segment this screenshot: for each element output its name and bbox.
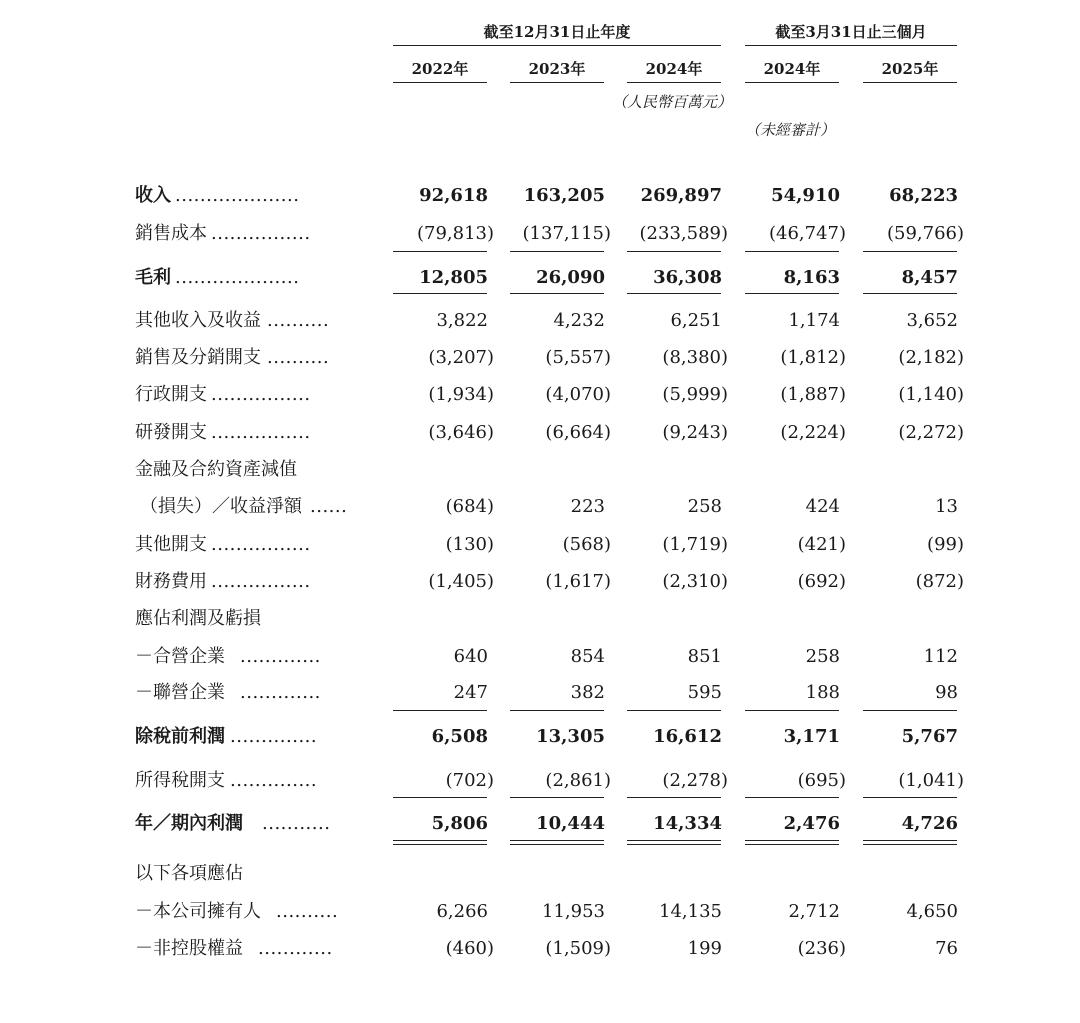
header-group-quarter: 截至3月31日止三個月 — [775, 23, 927, 41]
value-2023: (2,861) — [545, 770, 611, 791]
row-label: （損失）／收益淨額 — [140, 496, 302, 517]
value-2022: 6,508 — [431, 726, 488, 747]
row-label: －合營企業 — [135, 646, 225, 667]
header-year-2023: 2023年 — [528, 60, 586, 78]
header-year-underline — [627, 82, 721, 83]
value-2024-q1: 258 — [805, 646, 840, 667]
value-2024: (8,380) — [662, 347, 728, 368]
value-2024-q1: 424 — [805, 496, 840, 517]
header-year-2024-q1: 2024年 — [763, 60, 821, 78]
value-2024: (5,999) — [662, 384, 728, 405]
subtotal-rule — [393, 251, 487, 252]
row-attributable-heading — [0, 861, 1080, 887]
row-revenue: 收入 .................... 92,618 163,205 269,897 54,910 68,223 — [0, 183, 1080, 209]
value-2025-q1: 3,652 — [906, 310, 958, 331]
value-2022: 640 — [453, 646, 488, 667]
value-2022: 12,805 — [419, 267, 488, 288]
row-label: 銷售成本 — [135, 223, 207, 244]
value-2024: (9,243) — [662, 422, 728, 443]
value-2025-q1: (59,766) — [886, 223, 964, 244]
row-label: 其他收入及收益 — [135, 310, 261, 331]
row-label: 行政開支 — [135, 384, 207, 405]
value-2023: 223 — [570, 496, 605, 517]
row-profit-for-period: 年／期內利潤 ........... 5,806 10,444 14,334 2,476 4,726 — [0, 811, 1080, 837]
value-2024: 851 — [687, 646, 722, 667]
row-share-of-profit-heading — [0, 606, 1080, 632]
header-year-underline — [510, 82, 604, 83]
subtotal-rule — [627, 251, 721, 252]
value-2022: 247 — [453, 682, 488, 703]
value-2024-q1: 3,171 — [783, 726, 840, 747]
row-selling-expenses: 銷售及分銷開支 .......... (3,207) (5,557) (8,380) (1,812) (2,182) — [0, 345, 1080, 371]
value-2022: (460) — [445, 938, 494, 959]
value-2024-q1: (236) — [797, 938, 846, 959]
subtotal-rule — [510, 710, 604, 711]
value-2022: (3,646) — [428, 422, 494, 443]
value-2022: 6,266 — [436, 901, 488, 922]
value-2022: 5,806 — [431, 813, 488, 834]
value-2024: 14,135 — [659, 901, 722, 922]
value-2022: (1,934) — [428, 384, 494, 405]
value-2022: (3,207) — [428, 347, 494, 368]
value-2024: 16,612 — [653, 726, 722, 747]
value-2024-q1: (1,887) — [780, 384, 846, 405]
header-group-annual-underline — [393, 45, 721, 46]
row-non-controlling: －非控股權益 ............ (460) (1,509) 199 (236) 76 — [0, 936, 1080, 962]
total-rule — [510, 293, 604, 294]
row-associates: －聯營企業 ............. 247 382 595 188 98 — [0, 680, 1080, 706]
value-2024: 199 — [687, 938, 722, 959]
row-income-tax: 所得稅開支 .............. (702) (2,861) (2,278) (695) (1,041) — [0, 768, 1080, 794]
row-label: 研發開支 — [135, 422, 207, 443]
header-year-underline — [745, 82, 839, 83]
row-label: 收入 — [135, 185, 171, 206]
subtotal-rule — [863, 251, 957, 252]
value-2024-q1: (46,747) — [768, 223, 846, 244]
value-2023: 4,232 — [553, 310, 605, 331]
row-finance-costs: 財務費用 ................ (1,405) (1,617) (2,310) (692) (872) — [0, 569, 1080, 595]
value-2024: 6,251 — [670, 310, 722, 331]
value-2023: 13,305 — [536, 726, 605, 747]
double-total-rule — [745, 840, 839, 845]
value-2025-q1: 76 — [935, 938, 958, 959]
value-2025-q1: (1,041) — [898, 770, 964, 791]
value-2024: (233,589) — [639, 223, 728, 244]
double-total-rule — [863, 840, 957, 845]
value-2025-q1: 4,650 — [906, 901, 958, 922]
value-2022: (684) — [445, 496, 494, 517]
value-2023: (568) — [562, 534, 611, 555]
value-2025-q1: 112 — [923, 646, 958, 667]
value-2025-q1: 68,223 — [889, 185, 958, 206]
value-2022: (1,405) — [428, 571, 494, 592]
value-2022: (702) — [445, 770, 494, 791]
row-label: 其他開支 — [135, 534, 207, 555]
row-label: －非控股權益 — [135, 938, 243, 959]
value-2023: (137,115) — [522, 223, 611, 244]
row-label: 銷售及分銷開支 — [135, 347, 261, 368]
header-year-2025-q1: 2025年 — [881, 60, 939, 78]
value-2023: (6,664) — [545, 422, 611, 443]
row-rd-expenses: 研發開支 ................ (3,646) (6,664) (9,243) (2,224) (2,272) — [0, 420, 1080, 446]
value-2024: 269,897 — [640, 185, 722, 206]
subtotal-rule — [745, 797, 839, 798]
header-year-underline — [393, 82, 487, 83]
value-2023: 10,444 — [536, 813, 605, 834]
value-2023: 11,953 — [542, 901, 605, 922]
value-2024-q1: 54,910 — [771, 185, 840, 206]
value-2024: (2,310) — [662, 571, 728, 592]
row-label: 毛利 — [135, 267, 171, 288]
row-label: 年／期內利潤 — [135, 813, 243, 834]
double-total-rule — [627, 840, 721, 845]
row-other-expenses: 其他開支 ................ (130) (568) (1,719) (421) (99) — [0, 532, 1080, 558]
value-2023: (1,617) — [545, 571, 611, 592]
row-impairment-heading — [0, 457, 1080, 483]
value-2023: 163,205 — [523, 185, 605, 206]
row-label: 以下各項應佔 — [135, 863, 243, 884]
row-label: 財務費用 — [135, 571, 207, 592]
subtotal-rule — [393, 797, 487, 798]
row-label: －本公司擁有人 — [135, 901, 261, 922]
subtotal-rule — [627, 797, 721, 798]
double-total-rule — [393, 840, 487, 845]
row-profit-before-tax: 除稅前利潤 .............. 6,508 13,305 16,612 3,171 5,767 — [0, 724, 1080, 750]
row-gross-profit: 毛利 .................... 12,805 26,090 36,308 8,163 8,457 — [0, 265, 1080, 291]
value-2024-q1: 1,174 — [788, 310, 840, 331]
value-2025-q1: (99) — [927, 534, 964, 555]
value-2024-q1: 8,163 — [783, 267, 840, 288]
value-2024: 258 — [687, 496, 722, 517]
value-2023: (1,509) — [545, 938, 611, 959]
value-2023: 26,090 — [536, 267, 605, 288]
subtotal-rule — [510, 251, 604, 252]
value-2023: 382 — [570, 682, 605, 703]
value-2024-q1: 2,476 — [783, 813, 840, 834]
header-year-2024: 2024年 — [645, 60, 703, 78]
header-year-2022: 2022年 — [411, 60, 469, 78]
value-2022: 3,822 — [436, 310, 488, 331]
value-2024-q1: (695) — [797, 770, 846, 791]
row-label: 所得稅開支 — [135, 770, 225, 791]
value-2024-q1: (2,224) — [780, 422, 846, 443]
subtotal-rule — [745, 710, 839, 711]
value-2022: (79,813) — [416, 223, 494, 244]
value-2024: 36,308 — [653, 267, 722, 288]
value-2024: 595 — [687, 682, 722, 703]
value-2024: 14,334 — [653, 813, 722, 834]
value-2025-q1: 4,726 — [901, 813, 958, 834]
value-2023: 854 — [570, 646, 605, 667]
subtotal-rule — [863, 797, 957, 798]
row-label: 除稅前利潤 — [135, 726, 225, 747]
value-2025-q1: (872) — [915, 571, 964, 592]
value-2022: (130) — [445, 534, 494, 555]
subtotal-rule — [510, 797, 604, 798]
total-rule — [627, 293, 721, 294]
value-2025-q1: (1,140) — [898, 384, 964, 405]
header-year-underline — [863, 82, 957, 83]
value-2022: 92,618 — [419, 185, 488, 206]
subtotal-rule — [393, 710, 487, 711]
subtotal-rule — [627, 710, 721, 711]
row-cost-of-sales: 銷售成本 ................ (79,813) (137,115) (233,589) (46,747) (59,766) — [0, 221, 1080, 247]
total-rule — [393, 293, 487, 294]
row-owners: －本公司擁有人 .......... 6,266 11,953 14,135 2,712 4,650 — [0, 899, 1080, 925]
value-2025-q1: 13 — [935, 496, 958, 517]
row-label: 金融及合約資產減值 — [135, 459, 297, 480]
value-2023: (4,070) — [545, 384, 611, 405]
total-rule — [745, 293, 839, 294]
value-2024-q1: (692) — [797, 571, 846, 592]
subtotal-rule — [863, 710, 957, 711]
value-2024-q1: 2,712 — [788, 901, 840, 922]
value-2024: (2,278) — [662, 770, 728, 791]
row-joint-ventures: －合營企業 ............. 640 854 851 258 112 — [0, 644, 1080, 670]
value-2024-q1: (421) — [797, 534, 846, 555]
row-admin-expenses: 行政開支 ................ (1,934) (4,070) (5,999) (1,887) (1,140) — [0, 382, 1080, 408]
value-2025-q1: 5,767 — [901, 726, 958, 747]
unaudited-note: （未經審計） — [745, 121, 836, 139]
value-2024: (1,719) — [662, 534, 728, 555]
header-group-annual: 截至12月31日止年度 — [483, 23, 631, 41]
header-group-quarter-underline — [745, 45, 957, 46]
value-2025-q1: 8,457 — [901, 267, 958, 288]
value-2025-q1: (2,272) — [898, 422, 964, 443]
unit-note: （人民幣百萬元） — [612, 93, 733, 111]
row-other-income: 其他收入及收益 .......... 3,822 4,232 6,251 1,174 3,652 — [0, 308, 1080, 334]
value-2025-q1: (2,182) — [898, 347, 964, 368]
double-total-rule — [510, 840, 604, 845]
value-2023: (5,557) — [545, 347, 611, 368]
value-2024-q1: (1,812) — [780, 347, 846, 368]
row-label: －聯營企業 — [135, 682, 225, 703]
row-label: 應佔利潤及虧損 — [135, 608, 261, 629]
subtotal-rule — [745, 251, 839, 252]
row-impairment-net: （損失）／收益淨額 ...... (684) 223 258 424 13 — [0, 494, 1080, 520]
value-2024-q1: 188 — [805, 682, 840, 703]
value-2025-q1: 98 — [935, 682, 958, 703]
total-rule — [863, 293, 957, 294]
